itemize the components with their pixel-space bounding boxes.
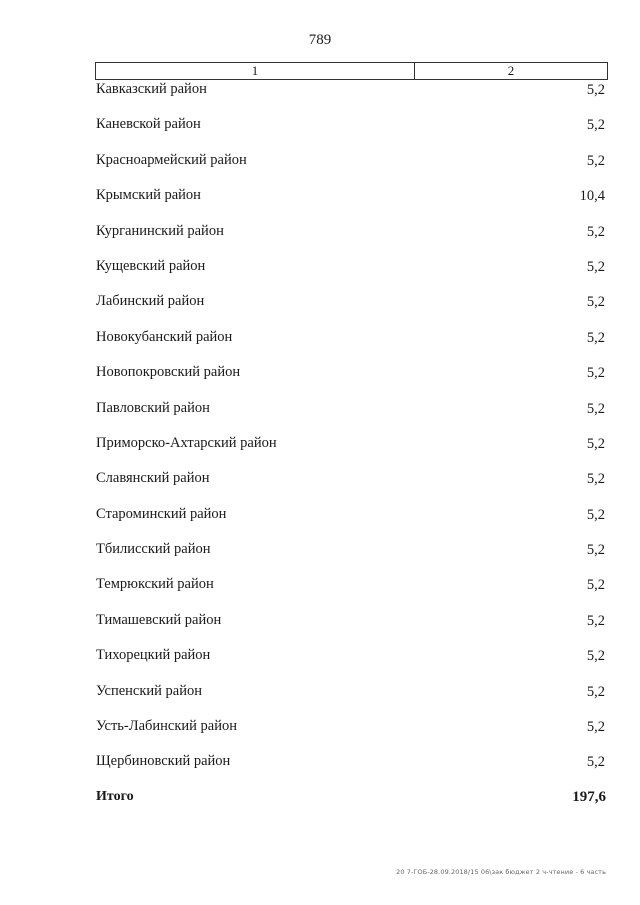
table-row xyxy=(96,398,606,433)
district-value: 5,2 xyxy=(586,329,605,346)
district-value: 5,2 xyxy=(586,365,605,382)
table-row xyxy=(96,291,606,326)
district-name: Усть-Лабинский район xyxy=(96,718,237,735)
district-value: 5,2 xyxy=(586,82,605,98)
table-row xyxy=(96,327,606,362)
district-value: 5,2 xyxy=(586,754,605,771)
district-name: Каневской район xyxy=(96,116,201,133)
district-name: Тихорецкий район xyxy=(96,647,211,664)
district-value: 5,2 xyxy=(586,506,605,523)
district-value: 5,2 xyxy=(586,117,605,134)
district-value: 5,2 xyxy=(586,719,605,736)
district-name: Темрюкский район xyxy=(96,576,214,593)
district-name: Павловский район xyxy=(96,399,210,416)
table-row xyxy=(96,539,606,574)
district-value: 5,2 xyxy=(586,648,605,665)
district-value: 5,2 xyxy=(586,152,605,169)
district-name: Курганинский район xyxy=(96,222,224,239)
page-number: 789 xyxy=(308,32,332,48)
table-row xyxy=(96,610,606,645)
district-name: Новопокровский район xyxy=(96,364,241,381)
document-footer: 20 7-ГОБ-28.09.2018/15 06\зак бюджет 2 ч-чтение - 6 часть xyxy=(396,868,606,876)
table-row xyxy=(96,751,606,786)
table-row xyxy=(96,150,606,185)
district-name: Славянский район xyxy=(96,470,210,487)
district-value: 5,2 xyxy=(586,435,605,452)
district-value: 5,2 xyxy=(586,471,605,488)
table-row xyxy=(96,574,606,609)
district-name: Новокубанский район xyxy=(96,328,233,345)
table-row xyxy=(96,256,606,291)
district-value: 5,2 xyxy=(586,577,605,594)
table-row xyxy=(96,185,606,220)
district-value: 5,2 xyxy=(586,223,605,240)
total-row xyxy=(96,789,606,806)
table-row xyxy=(96,362,606,397)
table-row xyxy=(96,468,606,503)
table-row xyxy=(96,114,606,149)
table-header xyxy=(95,62,608,80)
district-name: Тбилисский район xyxy=(96,541,211,558)
table-row xyxy=(96,433,606,468)
district-name: Кущевский район xyxy=(96,257,206,274)
district-value: 5,2 xyxy=(586,294,605,311)
column-header-2: 2 xyxy=(507,63,515,78)
district-name: Староминский район xyxy=(96,505,227,522)
table-row xyxy=(96,79,606,114)
district-name: Кавказский район xyxy=(96,81,207,97)
column-header-1: 1 xyxy=(96,63,415,79)
table-row xyxy=(96,681,606,716)
district-value: 5,2 xyxy=(586,542,605,559)
district-name: Приморско-Ахтарский район xyxy=(96,434,277,451)
district-value: 5,2 xyxy=(586,400,605,417)
table-row xyxy=(96,716,606,751)
district-name: Щербиновский район xyxy=(96,753,231,770)
district-name: Успенский район xyxy=(96,682,202,699)
district-value: 10,4 xyxy=(579,188,605,205)
district-name: Красноармейский район xyxy=(96,151,247,168)
table-row xyxy=(96,504,606,539)
table-row xyxy=(96,221,606,256)
table-row xyxy=(96,645,606,680)
district-value: 5,2 xyxy=(586,612,605,629)
district-name: Крымский район xyxy=(96,187,201,204)
district-value: 5,2 xyxy=(586,683,605,700)
total-label: Итого xyxy=(96,789,134,804)
district-name: Тимашевский район xyxy=(96,611,222,628)
total-value: 197,6 xyxy=(572,789,606,805)
district-name: Лабинский район xyxy=(96,293,205,310)
table-body xyxy=(96,79,606,787)
district-value: 5,2 xyxy=(586,258,605,275)
